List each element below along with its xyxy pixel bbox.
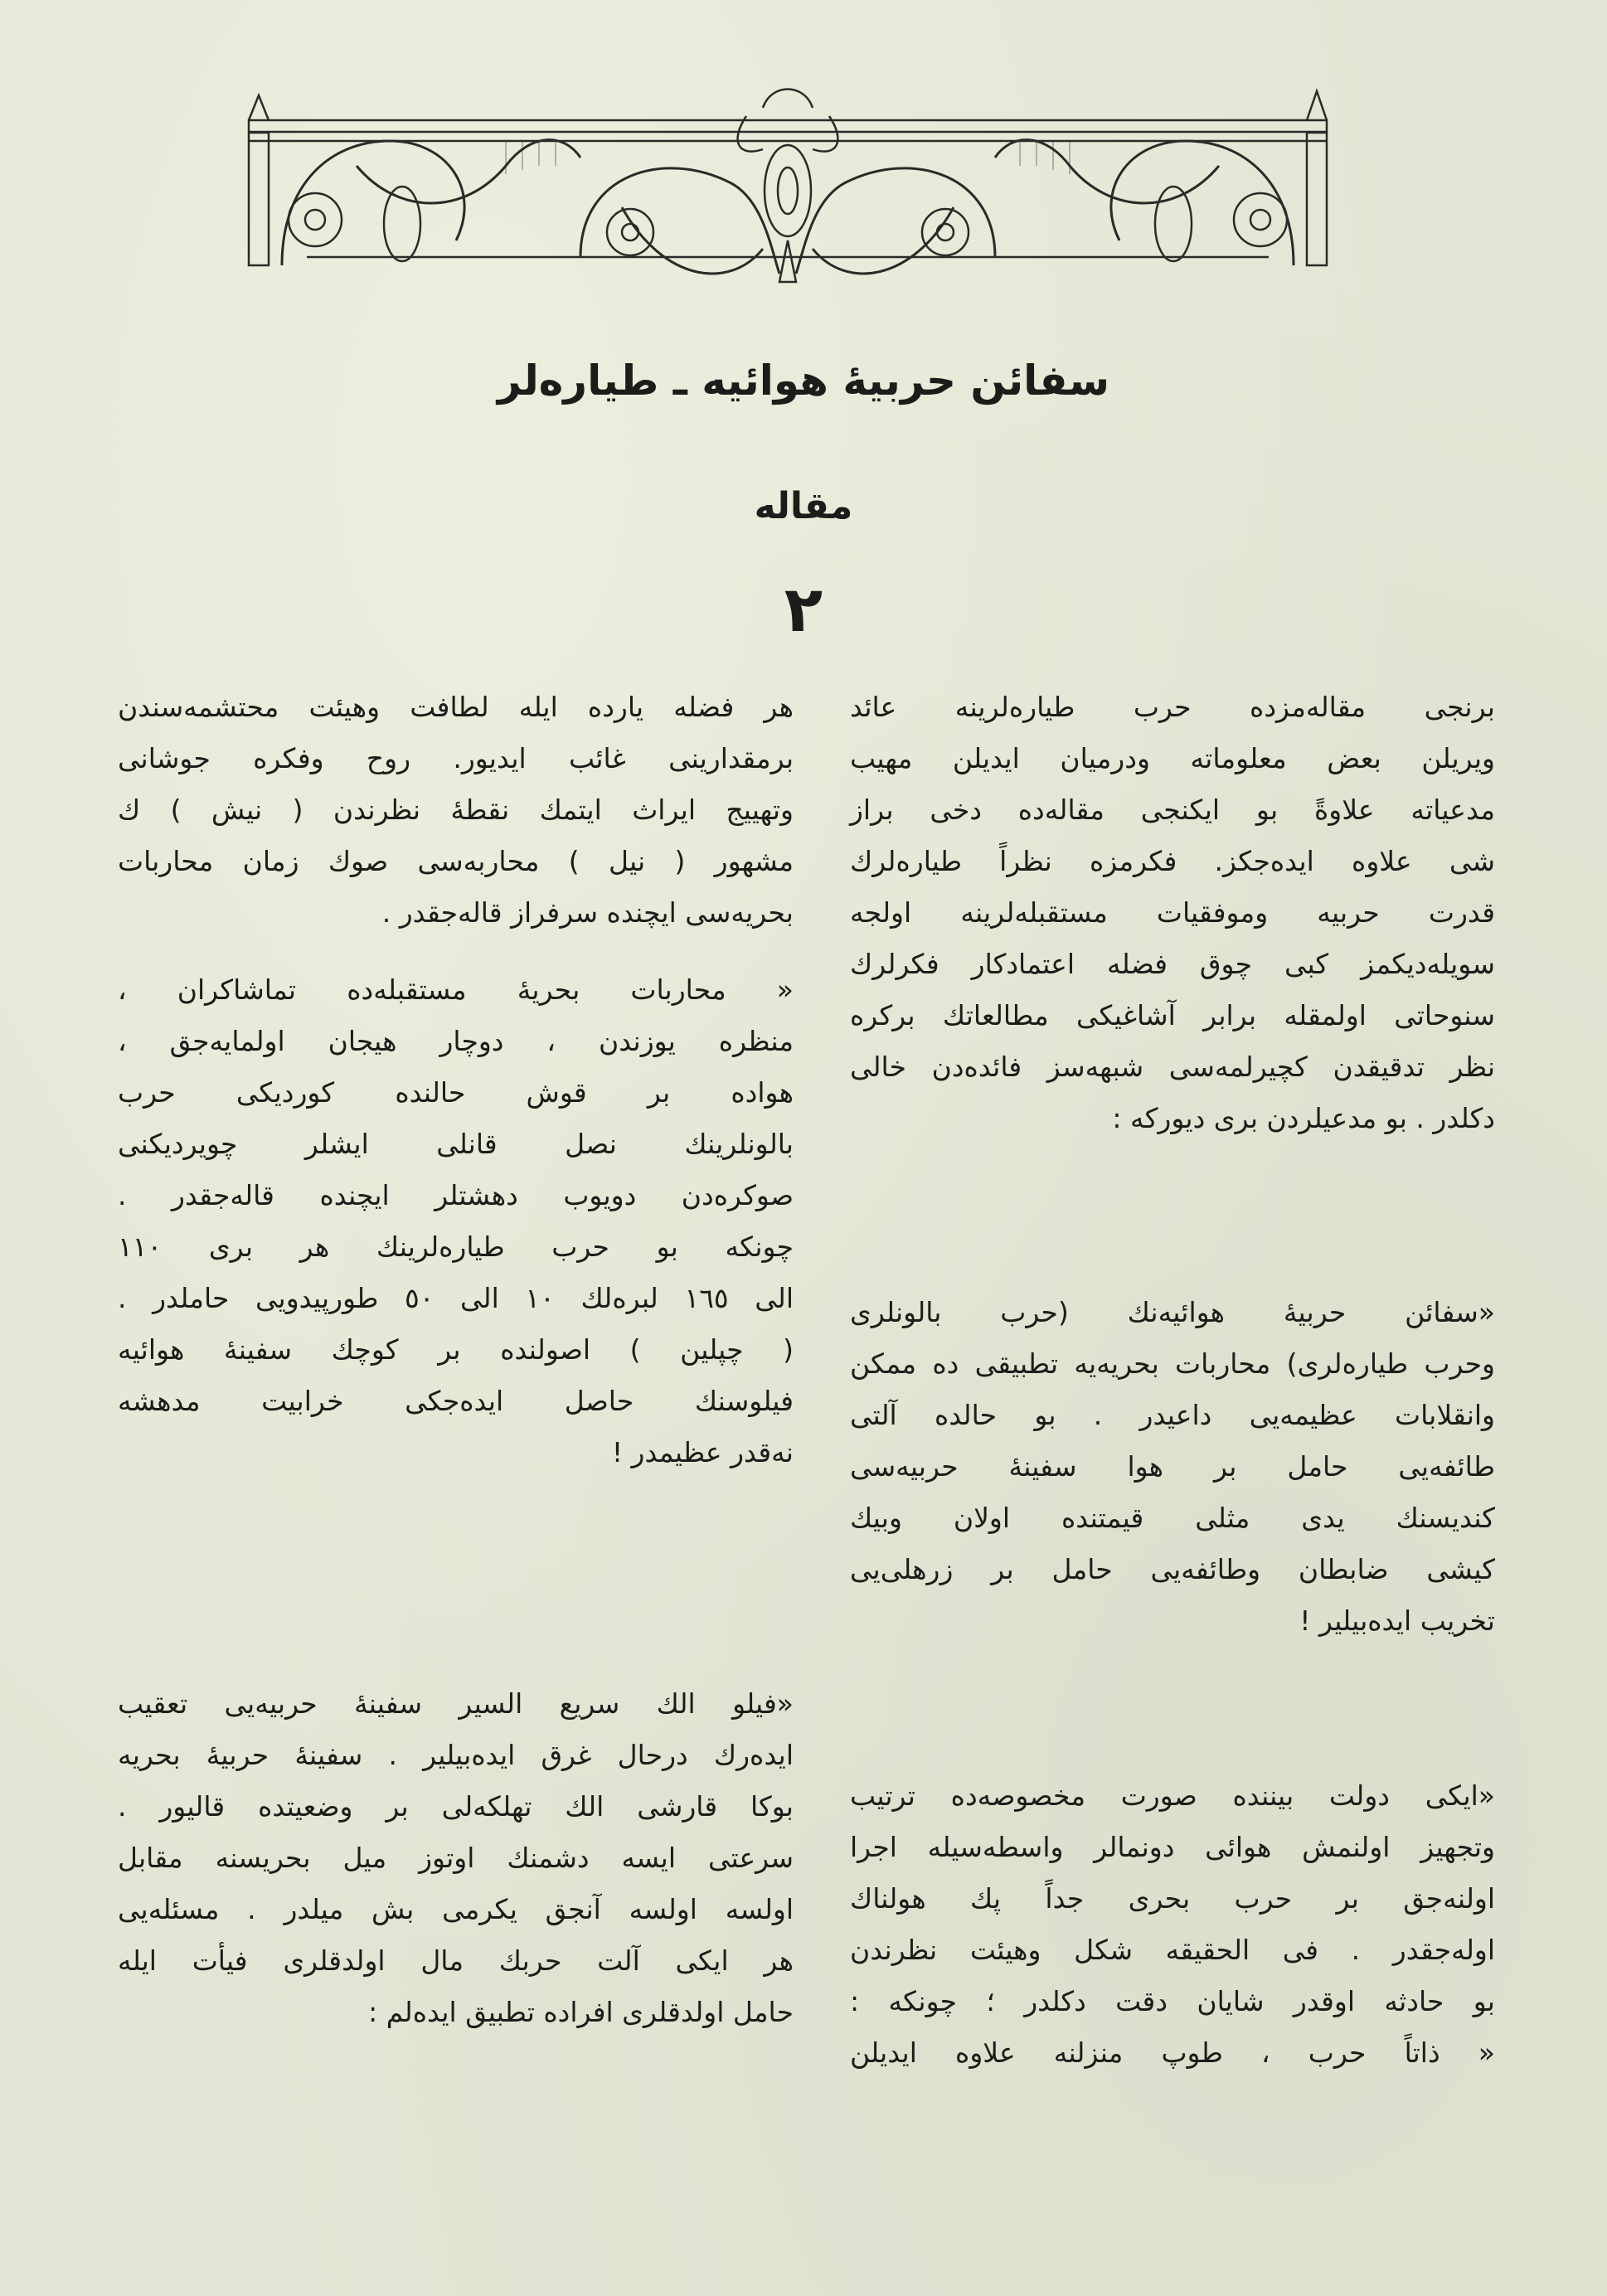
text-line: نظر تدقیقدن کچیرلمه‌سی شبهه‌سز فائده‌دن خالی [850, 1051, 1495, 1083]
text-line: وانقلابات عظیمه‌یی داعیدر . بو حالده آلتی [850, 1399, 1495, 1431]
text-line: هر فضله یارده ایله لطافت وهیئت محتشمه‌سندن [118, 691, 794, 723]
text-line: « محاربات بحریهٔ مستقبله‌ده تماشاکران ، [118, 973, 794, 1006]
text-line: سویله‌دیکمز کبی چوق فضله اعتمادکار فکرلرك [850, 948, 1495, 980]
text-line: وتهییج ایراث ایتمك نقطهٔ نظرندن ( نیش ) ك [118, 794, 794, 826]
text-line: دکلدر . بو مدعیلردن بری دیورکه : [1112, 1102, 1495, 1134]
text-line: الی ١٦٥ لبره‌لك ١٠ الی ٥٠ طورپیدویی حاملدر . [118, 1282, 794, 1314]
text-line: اولنه‌جق بر حرب بحری جداً پك هولناك [850, 1882, 1495, 1915]
text-line: حامل اولدقلری افراده تطبیق ایده‌لم : [368, 1996, 794, 2028]
text-line: «ایکی دولت بیننده صورت مخصوصه‌ده ترتیب [850, 1779, 1495, 1812]
text-line: « ذاتاً حرب ، طوپ منزلنه علاوه ایدیلن [850, 2036, 1495, 2069]
paragraph [118, 964, 794, 1478]
paragraph [850, 1287, 1495, 1647]
text-line: ویریلن بعض معلوماته ودرمیان ایدیلن مهیب [850, 742, 1495, 774]
text-line: صوکره‌دن دویوب دهشتلر ایچنده قاله‌جقدر . [118, 1179, 794, 1211]
paragraph [850, 682, 1495, 1144]
text-line: وتجهیز اولنمش هوائی دونمالر واسطه‌سیله اجرا [850, 1831, 1495, 1863]
text-line: «سفائن حربیهٔ هوائیه‌نك (حرب بالونلری [850, 1296, 1495, 1328]
text-line: مدعیاته علاوةً بو ایکنجی مقاله‌ده دخی براز [850, 794, 1495, 826]
text-line: برنجی مقاله‌مزده حرب طیاره‌لرینه عائد [850, 691, 1495, 723]
text-line: مشهور ( نیل ) محاربه‌سی صوك زمان محاربات [118, 845, 794, 877]
text-line: طائفه‌یی حامل بر هوا سفینهٔ حربیه‌سی [850, 1450, 1495, 1483]
text-line: تخریب ایده‌بیلیر ! [1299, 1604, 1495, 1637]
text-line: کندیسنك یدی مثلی قیمتنده اولان وبیك [850, 1502, 1495, 1534]
text-line: نه‌قدر عظیمدر ! [611, 1436, 794, 1468]
paragraph [118, 1678, 794, 2038]
text-line: وحرب طیاره‌لری) محاربات بحریه‌یه تطبیقی ده ممکن [850, 1347, 1495, 1380]
text-line: فیلوسنك حاصل ایده‌جکی خرابیت مدهشه [118, 1385, 794, 1417]
text-line: ( چپلین ) اصولنده بر کوچك سفینهٔ هوائیه [118, 1333, 794, 1366]
article-title: سفائن حربیهٔ هوائیه ـ طیاره‌لر [497, 357, 1110, 405]
text-line: برمقدارینی غائب ایدیور. روح وفکره جوشانی [118, 742, 794, 774]
paragraph [118, 682, 794, 939]
text-line: سنوحاتی اولمقله برابر آشاغیکی مطالعاتك برکره [850, 999, 1495, 1032]
text-line: قدرت حربیه وموفقیات مستقبله‌لرینه اولجه [850, 896, 1495, 929]
text-line: سرعتی ایسه دشمنك اوتوز میل بحریسنه مقابل [118, 1842, 794, 1874]
text-line: بوکا قارشی الك تهلکه‌لی بر وضعیتده قالیور . [118, 1790, 794, 1823]
decorative-headpiece-icon [232, 83, 1343, 286]
text-line: اوله‌جقدر . فی الحقیقه شکل وهیئت نظرندن [850, 1934, 1495, 1966]
article-number: ٢ [784, 572, 823, 646]
article-subtitle: مقاله [754, 485, 853, 527]
text-line: بحریه‌سی ایچنده سرفراز قاله‌جقدر . [381, 896, 794, 929]
text-line: هر ایکی آلت حربك مال اولدقلری فیأت ایله [118, 1944, 794, 1977]
text-line: شی علاوه ایده‌جکز. فکرمزه نظراً طیاره‌لرك [850, 845, 1495, 877]
text-line: بو حادثه اوقدر شایان دقت دکلدر ؛ چونکه : [850, 1985, 1495, 2017]
text-line: چونکه بو حرب طیاره‌لرینك هر بری ١١٠ [118, 1231, 794, 1263]
text-line: اولسه اولسه آنجق یکرمی بش میلدر . مسئله‌یی [118, 1893, 794, 1925]
text-line: بالونلرینك نصل قانلی ایشلر چویردیکنی [118, 1128, 794, 1160]
text-line: هواده بر قوش حالنده کوردیکی حرب [118, 1076, 794, 1109]
text-line: ایده‌رك درحال غرق ایده‌بیلیر . سفینهٔ حربیهٔ بحریه [118, 1739, 794, 1771]
paragraph [850, 1770, 1495, 2079]
text-line: منظره یوزندن ، دوچار هیجان اولمایه‌جق ، [118, 1025, 794, 1057]
text-line: «فیلو الك سریع السیر سفینهٔ حربیه‌یی تعقیب [118, 1687, 794, 1720]
text-line: کیشی ضابطان وطائفه‌یی حامل بر زرهلی‌یی [850, 1553, 1495, 1585]
